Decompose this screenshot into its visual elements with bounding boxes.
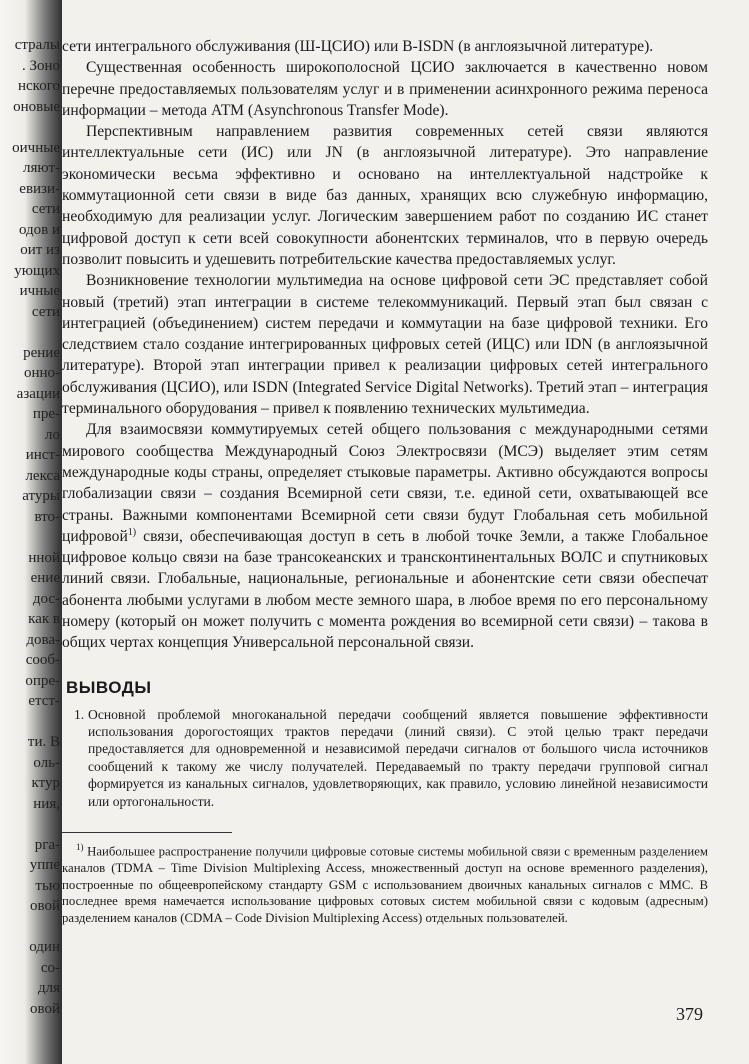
adjacent-page-fragment: оновые xyxy=(13,98,60,115)
adjacent-page-fragment: уппе xyxy=(29,857,60,873)
adjacent-page-fragment: ичные xyxy=(19,283,60,299)
adjacent-page-fragment: стралы xyxy=(14,37,60,53)
adjacent-page-fragments xyxy=(0,36,60,1017)
adjacent-page-fragment: нной xyxy=(28,549,60,566)
adjacent-page-fragment: етст- xyxy=(28,693,60,709)
adjacent-page-fragment: нского xyxy=(18,78,60,94)
adjacent-page-fragment: ния, xyxy=(33,795,60,812)
adjacent-page-fragment: азации xyxy=(16,385,60,402)
paragraph-5-text-b: связи, обеспечивающая доступ в сеть в любой точке Земли, а также Глобальное цифровое кольцо связи на базе трансокеанских и трансконтинентальных ВОЛС и спутниковых линий связи. Глобальные, национальные, региональные и абонентские сети связи обеспечат абонента любыми услугами в любом месте земного шара, в любое время по его персональному номеру (который он может получить с момента рождения во всемирной сети связи) – такова в общих чертах концепция Универсальной персональной связи. xyxy=(62,527,708,652)
adjacent-page-fragment: пре- xyxy=(32,406,60,422)
footnote-reference: 1) xyxy=(127,526,137,538)
adjacent-page-fragment: тью xyxy=(35,877,60,894)
paragraph-5 xyxy=(62,419,708,653)
footnote-text: Наибольшее распространение получили цифровые сотовые системы мобильной связи с временным разделением каналов (TDMA – Time Division Multiplexing Access, множественный доступ на основе временного разделения), построенные по общеевропейскому стандарту GSM с использованием двоичных канальных сигналов с ММС. В последнее время намечается использование цифровых сотовых систем мобильной связи с кодовым (адресным) разделением каналов (CDMA – Code Division Multiplexing Access) отдельных пользователей. xyxy=(62,844,708,925)
section-title: ВЫВОДЫ xyxy=(66,677,152,697)
footnote-marker: 1) xyxy=(76,842,84,853)
adjacent-page-fragment: сети xyxy=(31,201,60,217)
adjacent-page-fragment: рга- xyxy=(34,836,60,853)
paragraph-4: Возникновение технологии мультимедиа на основе цифровой сети ЭС представляет собой новый (третий) этап интеграции в системе телекоммуникаций. Первый этап был связан с интеграцией (объединением) систем передачи и коммутации на базе цифровой техники. Его следствием стало создание интегрированных цифровых сетей (ИЦС) или IDN (в англоязычной литературе). Второй этап интеграции привел к реализации цифровых сетей интегрального обслуживания (ЦСИО), или ISDN (Integrated Service Digital Networks). Третий этап – интеграция терминального оборудования – привел к появлению технических мультимедиа. xyxy=(62,272,708,418)
page-body xyxy=(62,36,708,926)
adjacent-page-fragment: опре- xyxy=(25,672,60,689)
adjacent-page-fragment: со- xyxy=(40,959,60,976)
adjacent-page-fragment: овой xyxy=(29,1000,60,1017)
footnote-divider xyxy=(62,832,232,833)
paragraph-3: Перспективным направлением развития современных сетей связи являются интеллектуальные сети (ИС) или JN (в англоязычной литературе). Это направление экономически весьма эффективно и основано на интеллектуальной надстройке к коммутационной сети связи в виде баз данных, хранящих всю служебную информацию, необходимую для реализации услуг. Логическим завершением работ по созданию ИС станет цифровой доступ к сети всей совокупности абонентских терминалов, что в первую очередь позволит повысить и удешевить потребительские качества предоставляемых услуг. xyxy=(62,123,708,268)
adjacent-page-fragment: ло xyxy=(45,426,60,443)
adjacent-page-fragment: лекса xyxy=(25,467,60,484)
page-number: 379 xyxy=(676,1004,703,1024)
adjacent-page-fragment: овой xyxy=(29,898,60,914)
paragraph-2: Существенная особенность широкополосной ЦСИО заключается в качественно новом перечне предоставляемых пользователям услуг и в применении асинхронного режима переноса информации – метода АТМ (Asynchronous Transfer Mode). xyxy=(62,59,708,119)
conclusion-item xyxy=(76,706,708,810)
adjacent-page-fragment: онно- xyxy=(23,365,60,381)
conclusion-text: Основной проблемой многоканальной передачи сообщений является повышение эффективности использования дорогостоящих трактов передачи (линий связи). С этой целью тракт передачи предоставляется для одновременной и независимой передачи сигналов от большого числа источников сообщений к такому же числу получателей. Передаваемый по тракту передачи групповой сигнал формируется из канальных сигналов, удовлетворяющих, как правило, условию линейной независимости или ортогональности. xyxy=(88,706,708,809)
paragraph-5-text-a: Для взаимосвязи коммутируемых сетей общего пользования с международными сетями мирового сообщества Международный Союз Электросвязи (МСЭ) выделяет этим сетям международные коды страны, определяет стыковые параметры. Активно обсуждаются вопросы глобализации связи – создания Всемирной сети связи, т.е. единой сети, охватывающей все страны. Важными компонентами Всемирной сети связи будут Глобальная сеть мобильной цифровой xyxy=(62,421,708,545)
conclusion-number: 1. xyxy=(74,706,85,722)
adjacent-page-fragment: вто- xyxy=(34,508,60,525)
adjacent-page-fragment: ктур xyxy=(31,775,60,791)
adjacent-page-fragment: оичные xyxy=(12,139,60,156)
adjacent-page-fragment: дос- xyxy=(32,590,60,607)
adjacent-page-fragment: дова- xyxy=(26,631,60,648)
adjacent-page-fragment: сети xyxy=(31,303,60,320)
adjacent-page-fragment: оит из xyxy=(20,242,60,258)
adjacent-page-fragment: один xyxy=(29,939,60,955)
adjacent-page-fragment: инст- xyxy=(25,447,60,463)
adjacent-page-fragment: сооб- xyxy=(25,652,60,668)
adjacent-page-fragment: ти. В xyxy=(27,734,60,750)
paragraph-1: сети интегрального обслуживания (Ш-ЦСИО) или B-ISDN (в англоязычной литературе). xyxy=(62,38,654,55)
adjacent-page-fragment: как в xyxy=(28,611,60,627)
footnote xyxy=(62,839,708,926)
adjacent-page-fragment: евизи- xyxy=(19,180,60,197)
adjacent-page-fragment: ующих xyxy=(14,262,60,279)
adjacent-page-fragment: . Зоно xyxy=(21,57,60,74)
adjacent-page-fragment: ение xyxy=(30,570,60,586)
adjacent-page-fragment: ляют- xyxy=(23,160,60,176)
adjacent-page-fragment: для xyxy=(37,980,60,996)
adjacent-page-fragment: оль- xyxy=(33,754,60,771)
adjacent-page-fragment: атуры xyxy=(22,488,60,504)
adjacent-page-fragment: одов и xyxy=(18,221,60,238)
adjacent-page-fragment: рение xyxy=(23,344,60,361)
